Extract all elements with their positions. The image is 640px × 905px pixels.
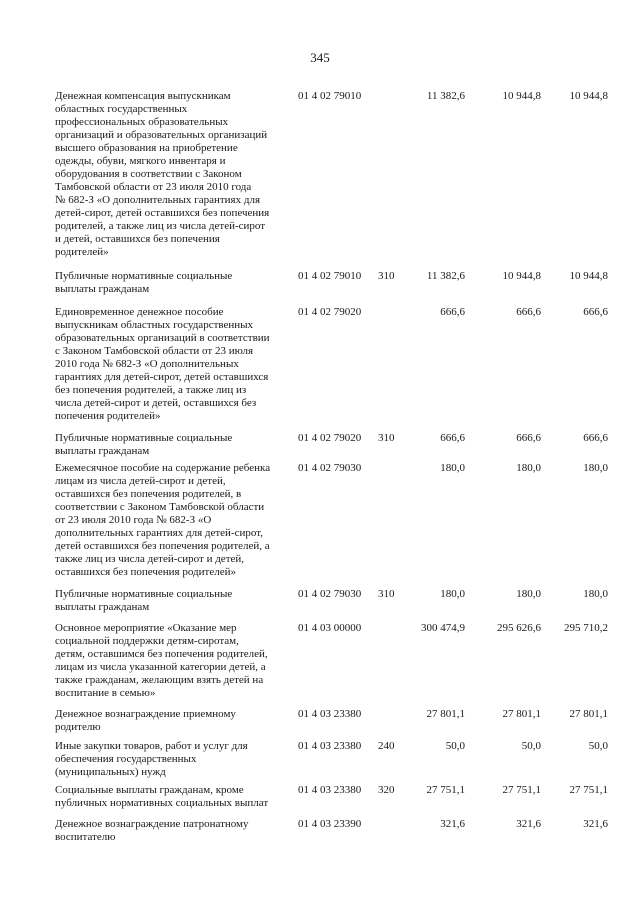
row-value-year-1: 180,0 (440, 588, 465, 600)
row-value-year-1: 666,6 (440, 432, 465, 444)
row-value-year-3: 50,0 (588, 740, 608, 752)
row-value-year-3: 666,6 (583, 432, 608, 444)
row-value-year-3: 321,6 (583, 818, 608, 830)
row-value-year-2: 666,6 (516, 432, 541, 444)
row-expense-type: 240 (378, 740, 395, 752)
row-description: Денежное вознаграждение патронатному воспитателю (55, 818, 249, 843)
row-value-year-3: 180,0 (583, 462, 608, 474)
row-value-year-2: 10 944,8 (502, 270, 541, 282)
row-value-year-2: 27 801,1 (502, 708, 541, 720)
row-description: Публичные нормативные социальные выплаты гражданам (55, 270, 233, 295)
row-code: 01 4 02 79010 (298, 270, 362, 282)
row-description: Публичные нормативные социальные выплаты гражданам (55, 432, 233, 457)
row-expense-type: 310 (378, 270, 395, 282)
row-value-year-1: 27 801,1 (426, 708, 465, 720)
row-value-year-3: 180,0 (583, 588, 608, 600)
row-value-year-3: 666,6 (583, 306, 608, 318)
row-value-year-3: 295 710,2 (564, 622, 608, 634)
row-value-year-2: 321,6 (516, 818, 541, 830)
row-value-year-1: 11 382,6 (426, 270, 465, 282)
row-expense-type: 320 (378, 784, 395, 796)
row-value-year-1: 50,0 (445, 740, 465, 752)
row-code: 01 4 02 79030 (298, 462, 362, 474)
row-description: Ежемесячное пособие на содержание ребенка лицам из числа детей-сирот и детей, оставшихся без попечения родителей, в соответствии с Законом Тамбовской области от 23 июля 2010 года № 682-З «О дополнительных гарантиях для детей-сирот, детей оставшихся без попечения родителей, а также лиц из числа детей-сирот и детей, оставшихся без попечения родителей» (55, 462, 271, 578)
row-code: 01 4 03 23380 (298, 784, 362, 796)
row-code: 01 4 02 79010 (298, 90, 362, 102)
row-value-year-1: 27 751,1 (426, 784, 465, 796)
row-value-year-2: 180,0 (516, 462, 541, 474)
row-code: 01 4 02 79020 (298, 306, 362, 318)
row-description: Денежная компенсация выпускникам областных государственных профессиональных образовательных организаций и образовательных организаций высшего образования на приобретение одежды, обуви, мягкого инвентаря и оборудования в соответствии с Законом Тамбовской области от 23 июля 2010 года № 682-З «О дополнительных гарантиях для детей-сирот, детей оставшихся без попечения родителей, а также лиц из числа детей-сирот и детей, оставшихся без попечения родителей» (55, 90, 270, 258)
row-value-year-3: 10 944,8 (569, 90, 608, 102)
row-code: 01 4 03 23380 (298, 740, 362, 752)
row-description: Основное мероприятие «Оказание мер социальной поддержки детям-сиротам, детям, оставшимся без попечения родителей, лицам из числа указанной категории детей, а также гражданам, желающим взять детей на воспитание в семью» (55, 622, 268, 699)
row-expense-type: 310 (378, 588, 395, 600)
row-value-year-2: 180,0 (516, 588, 541, 600)
row-description: Социальные выплаты гражданам, кроме публичных нормативных социальных выплат (55, 784, 269, 809)
row-value-year-2: 27 751,1 (502, 784, 541, 796)
row-code: 01 4 02 79030 (298, 588, 362, 600)
row-code: 01 4 02 79020 (298, 432, 362, 444)
row-value-year-1: 300 474,9 (421, 622, 465, 634)
row-value-year-2: 666,6 (516, 306, 541, 318)
row-description: Единовременное денежное пособие выпускникам областных государственных образовательных организаций в соответствии с Законом Тамбовской области от 23 июля 2010 года № 682-З «О дополнительных гарантиях для детей-сирот, детей оставшихся без попечения родителей, а также лиц из числа детей-сирот и детей, оставшихся без попечения родителей» (55, 306, 270, 422)
row-value-year-1: 321,6 (440, 818, 465, 830)
row-value-year-1: 666,6 (440, 306, 465, 318)
row-value-year-3: 10 944,8 (569, 270, 608, 282)
row-description: Денежное вознаграждение приемному родителю (55, 708, 236, 733)
row-value-year-2: 10 944,8 (502, 90, 541, 102)
row-description: Публичные нормативные социальные выплаты гражданам (55, 588, 233, 613)
row-code: 01 4 03 00000 (298, 622, 362, 634)
row-value-year-3: 27 801,1 (569, 708, 608, 720)
row-value-year-2: 50,0 (521, 740, 541, 752)
row-value-year-1: 180,0 (440, 462, 465, 474)
row-description: Иные закупки товаров, работ и услуг для обеспечения государственных (муниципальных) нужд (55, 740, 248, 778)
row-code: 01 4 03 23390 (298, 818, 362, 830)
page-number: 345 (310, 50, 330, 65)
row-code: 01 4 03 23380 (298, 708, 362, 720)
row-value-year-3: 27 751,1 (569, 784, 608, 796)
row-value-year-2: 295 626,6 (497, 622, 541, 634)
row-value-year-1: 11 382,6 (426, 90, 465, 102)
row-expense-type: 310 (378, 432, 395, 444)
